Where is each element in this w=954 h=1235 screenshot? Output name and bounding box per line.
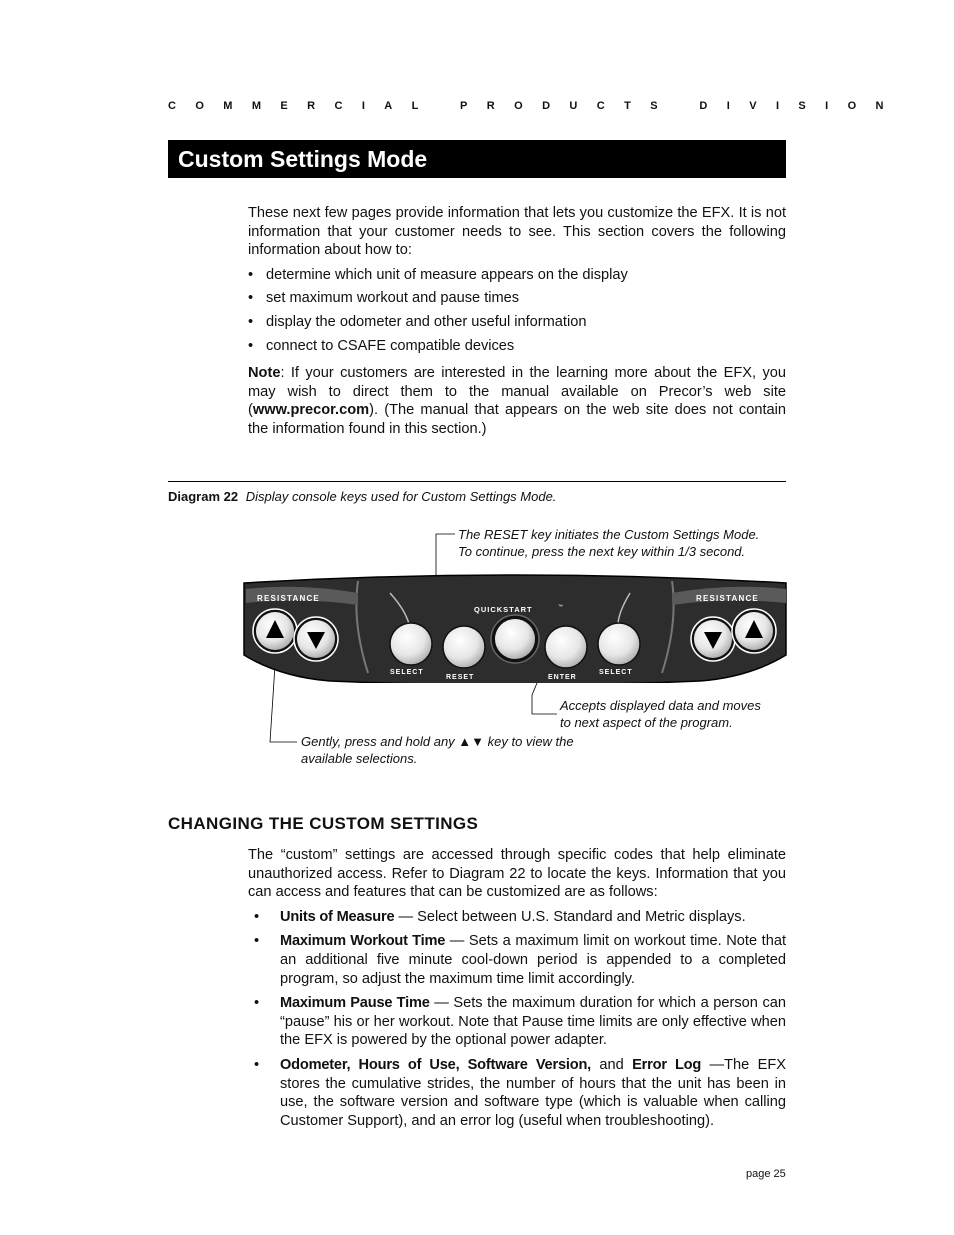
item-text: —The EFX stores the cumulative strides, the number of hours that the unit has been in use, the software version and software type (which is valuable when calling Customer Support), and an error log (useful when troubleshooting). bbox=[280, 1056, 786, 1129]
list-item: • display the odometer and other useful information bbox=[248, 313, 786, 332]
settings-list bbox=[248, 908, 786, 1131]
callout-enter-line-2: to next aspect of the program. bbox=[560, 714, 733, 730]
page-title: Custom Settings Mode bbox=[178, 146, 428, 172]
note-label: Note bbox=[248, 365, 281, 382]
caption-number: Diagram 22 bbox=[168, 489, 239, 504]
list-item bbox=[248, 1056, 786, 1130]
callout-reset-line-1: The RESET key initiates the Custom Settings Mode. bbox=[458, 527, 760, 542]
reset-button[interactable] bbox=[443, 626, 485, 668]
select-button-right[interactable] bbox=[598, 623, 640, 665]
resistance-down-button-right[interactable] bbox=[691, 617, 735, 661]
callout-enter-line-1: Accepts displayed data and moves bbox=[560, 698, 761, 713]
select-label-right: SELECT bbox=[599, 669, 633, 676]
page-number: page 25 bbox=[746, 1168, 786, 1180]
list-item: • set maximum workout and pause times bbox=[248, 289, 786, 308]
list-item bbox=[248, 908, 786, 927]
resistance-label-left: RESISTANCE bbox=[257, 594, 320, 603]
intro-paragraph: These next few pages provide information that lets you customize the EFX. It is not information that your customer needs to see. This section covers the following information about how to: bbox=[248, 205, 786, 259]
quickstart-button[interactable] bbox=[491, 615, 539, 663]
note-text-end: ). (The manual that appears on the web site does not contain the information found in this section.) bbox=[248, 402, 786, 437]
note-text: : If your customers are interested in the learning more about the EFX, you may wish to direct them to the manual available on Precor’s web site ( bbox=[248, 365, 786, 419]
precor-link[interactable]: www.precor.com bbox=[252, 402, 370, 419]
item-text: — Select between U.S. Standard and Metric displays. bbox=[394, 908, 746, 925]
item-text: — Sets a maximum limit on workout time. Note that an additional five minute cool-down period is appended to a completed program, so adjust the maximum time limit accordingly. bbox=[280, 933, 786, 987]
item-label: Maximum Workout Time bbox=[280, 933, 446, 950]
trademark-mark: ™ bbox=[558, 604, 563, 610]
item-connector: and bbox=[591, 1056, 633, 1073]
item-text: — Sets the maximum duration for which a person can “pause” his or her workout. Note that Pause time limits are only effective when the EFX is powered by the optional power adapter. bbox=[280, 995, 786, 1049]
list-item: • determine which unit of measure appears on the display bbox=[248, 266, 786, 285]
caption-text: Display console keys used for Custom Settings Mode. bbox=[245, 489, 557, 504]
division-header: COMMERCIAL PRODUCTS DIVISION bbox=[168, 100, 903, 112]
enter-button[interactable] bbox=[545, 626, 587, 668]
item-label: Units of Measure bbox=[280, 908, 395, 925]
enter-label: ENTER bbox=[548, 674, 577, 681]
resistance-up-button-left[interactable] bbox=[253, 609, 297, 653]
resistance-label-right: RESISTANCE bbox=[696, 594, 759, 603]
resistance-up-button-right[interactable] bbox=[732, 609, 776, 653]
resistance-down-button-left[interactable] bbox=[294, 617, 338, 661]
section-paragraph: The “custom” settings are accessed through specific codes that help eliminate unauthorized access. Refer to Diagram 22 to locate the keys. Information that you can access and features that can be customized are as follows: bbox=[248, 847, 786, 901]
item-label: Odometer, Hours of Use, Software Version, bbox=[280, 1056, 592, 1073]
item-label: Maximum Pause Time bbox=[280, 995, 430, 1012]
custom-settings-section bbox=[248, 846, 786, 1136]
item-label-2: Error Log bbox=[632, 1056, 702, 1073]
select-button-left[interactable] bbox=[390, 623, 432, 665]
list-item: • connect to CSAFE compatible devices bbox=[248, 337, 786, 356]
callout-arrows-line-2: available selections. bbox=[301, 750, 418, 766]
quickstart-label: QUICKSTART bbox=[474, 605, 533, 614]
section-heading: CHANGING THE CUSTOM SETTINGS bbox=[168, 814, 479, 833]
callout-reset-line-2: To continue, press the next key within 1/3 second. bbox=[458, 543, 746, 559]
select-label-left: SELECT bbox=[390, 669, 424, 676]
callout-arrows-line-1: Gently, press and hold any ▲▼ key to view the bbox=[301, 734, 574, 749]
list-item bbox=[248, 932, 786, 988]
list-item bbox=[248, 994, 786, 1050]
reset-label: RESET bbox=[446, 674, 475, 681]
display-console bbox=[240, 573, 790, 683]
